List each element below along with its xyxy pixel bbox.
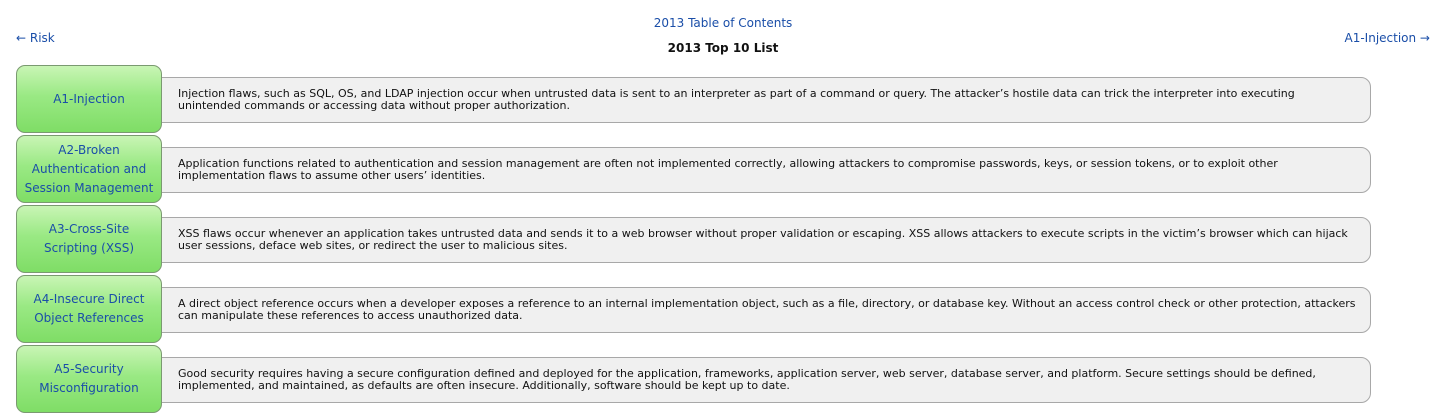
risk-title: A4-Insecure Direct Object References bbox=[33, 292, 145, 325]
risk-description: Application functions related to authentication and session management are often not implemented correctly, allowing attackers to compromise passwords, keys, or session tokens, or to exploit other implementation flaws to assume other users’ identities. bbox=[146, 147, 1371, 193]
risk-row bbox=[16, 345, 1343, 415]
risk-link-a4[interactable] bbox=[16, 275, 162, 343]
page-title: 2013 Top 10 List bbox=[667, 41, 779, 55]
risk-row bbox=[16, 275, 1356, 345]
next-page-link[interactable]: A1-Injection → bbox=[1344, 31, 1430, 45]
risk-link-a5[interactable] bbox=[16, 345, 162, 413]
risk-title: A3-Cross-Site Scripting (XSS) bbox=[44, 222, 134, 255]
risk-title: A2-Broken Authentication and Session Management bbox=[24, 142, 154, 195]
risk-link-a1[interactable] bbox=[16, 65, 162, 133]
risk-description: XSS flaws occur whenever an application takes untrusted data and sends it to a web browser without proper validation or escaping. XSS allows attackers to execute scripts in the victim’s browser which can hijack user sessions, deface web sites, or redirect the user to malicious sites. bbox=[146, 217, 1371, 263]
risk-description: Injection flaws, such as SQL, OS, and LDAP injection occur when untrusted data is sent to an interpreter as part of a command or query. The attacker’s hostile data can trick the interpreter into executing unintended commands or accessing data without proper authorization. bbox=[146, 77, 1371, 123]
table-of-contents-link[interactable]: 2013 Table of Contents bbox=[653, 16, 793, 30]
toc-link-container bbox=[0, 16, 1441, 30]
prev-page-link[interactable]: ← Risk bbox=[16, 31, 55, 45]
risk-title: A5-Security Misconfiguration bbox=[39, 362, 139, 395]
risk-description: A direct object reference occurs when a developer exposes a reference to an internal implementation object, such as a file, directory, or database key. Without an access control check or other protection, attackers can manipulate these references to access unauthorized data. bbox=[146, 287, 1371, 333]
risk-title: A1-Injection bbox=[53, 91, 125, 106]
risk-link-a2[interactable] bbox=[16, 135, 162, 203]
risk-row bbox=[16, 205, 1348, 275]
risk-row bbox=[16, 135, 1343, 205]
risk-row bbox=[16, 65, 1343, 135]
risk-link-a3[interactable] bbox=[16, 205, 162, 273]
risk-description: Good security requires having a secure configuration defined and deployed for the application, frameworks, application server, web server, database server, and platform. Secure settings should be defined, implemented, and maintained, as defaults are often insecure. Additionally, software should be kept up to date. bbox=[146, 357, 1371, 403]
